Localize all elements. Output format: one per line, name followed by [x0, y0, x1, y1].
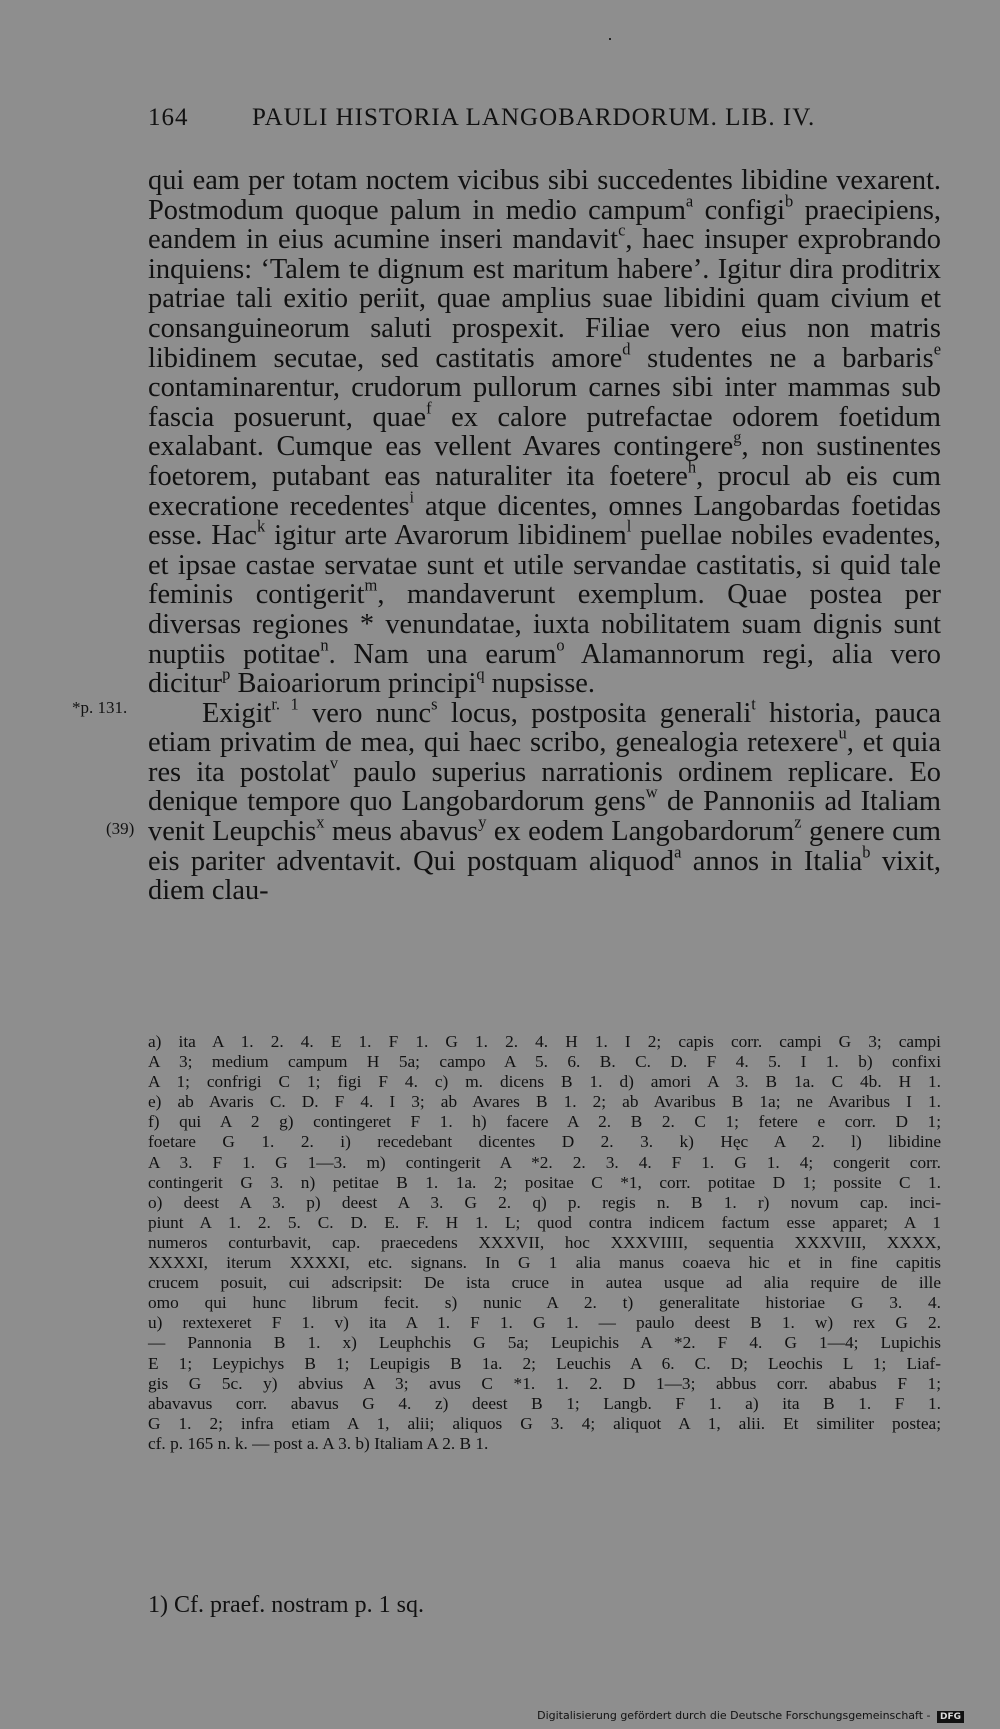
footnote-marker: c: [618, 220, 626, 240]
text-run: Alamannorum regi, alia vero dicitur: [148, 638, 941, 700]
footnote-marker: g: [733, 428, 742, 447]
dfg-logo: DFG: [937, 1711, 964, 1723]
text-run: , procul ab eis cum execratione recedentes: [148, 460, 941, 522]
footnote-marker: e: [933, 339, 941, 359]
main-text: [148, 166, 941, 906]
text-run: . Nam una earum: [328, 638, 557, 670]
footnote-marker: n: [320, 635, 329, 655]
text-run: , et quia res ita postolat: [148, 727, 941, 788]
text-run: configi: [693, 194, 786, 226]
text-run: atque dicentes, omnes Langobardas foetidas esse. Hac: [148, 490, 941, 552]
footnote-marker: u: [838, 723, 847, 743]
apparatus-line: o) deest A 3. p) deest A 3. G 2. q) p. regis n. B 1. r) novum cap. inci-: [148, 1192, 941, 1212]
footnote-marker: x: [316, 812, 325, 832]
footnote-marker: i: [409, 487, 415, 507]
text-run: vixit, diem clau-: [148, 845, 941, 907]
text-run: igitur arte Avarorum libidinem: [265, 520, 627, 552]
critical-apparatus: [148, 1032, 941, 1454]
text-run: ex calore putrefactae odorem foetidum exalabant. Cumque eas vellent Avares contingere: [148, 401, 941, 463]
text-run: de Pannoniis ad Italiam venit Leupchis: [148, 786, 941, 848]
apparatus-line: a) ita A 1. 2. 4. E 1. F 1. G 1. 2. 4. H 1. I 2; capis corr. campi G 3; campi: [148, 1032, 941, 1051]
footnote-marker: p: [222, 664, 231, 684]
footnote-marker: a: [685, 191, 694, 211]
text-run: puellae nobiles evadentes, et ipsae castae servatae sunt et utile servandae castitatis, si quid tale feminis contigerit: [148, 520, 941, 611]
text-run: , mandaverunt exemplum. Quae postea per diversas regiones * venundatae, iuxta nobilitatem suam dignis sunt nuptiis potitae: [148, 579, 941, 670]
running-title: PAULI HISTORIA LANGOBARDORUM. LIB. IV.: [252, 104, 816, 131]
footnote-marker: k: [257, 516, 266, 536]
footnote-marker: q: [476, 664, 485, 684]
apparatus-line: XXXXI, iterum XXXXI, etc. signans. In G 1 alia manus coaeva hic et in fine capitis: [148, 1253, 941, 1273]
margin-chapter-number: (39): [106, 819, 135, 838]
footnote-marker: y: [478, 812, 487, 832]
apparatus-line: crucem posuit, cui adscripsit: De ista cruce in autea usque ad alia require de ille: [148, 1273, 941, 1293]
apparatus-line: f) qui A 2 g) contingeret F 1. h) facere A 2. B 2. C 1; fetere e corr. D 1;: [148, 1112, 941, 1132]
text-run: historia, pauca etiam privatim de mea, qui haec scribo, genealogia retexere: [148, 697, 941, 759]
footnote-marker: a: [674, 842, 682, 862]
apparatus-line: A 1; confrigi C 1; figi F 4. c) m. dicens B 1. d) amori A 3. B 1a. C 4b. H 1.: [148, 1072, 941, 1092]
apparatus-line: e) ab Avaris C. D. F 4. I 3; ab Avares B 1. 2; ab Avaribus B 1a; ne Avaribus I 1.: [148, 1092, 941, 1112]
scan-speck: [609, 38, 611, 40]
apparatus-line: cf. p. 165 n. k. — post a. A 3. b) Italiam A 2. B 1.: [148, 1433, 489, 1453]
text-run: annos in Italia: [681, 845, 863, 877]
credit-text: Digitalisierung gefördert durch die Deutsche Forschungsgemeinschaft -: [537, 1709, 931, 1722]
apparatus-line: numeros conturbavit, cap. praecedens XXXVII, hoc XXXVIIII, sequentia XXXVIII, XXXX,: [148, 1232, 941, 1252]
footnote-marker: l: [626, 516, 632, 536]
text-run: , non sustinentes foetorem, putabant eas naturaliter ita foetere: [148, 431, 941, 492]
text-run: qui eam per totam noctem vicibus sibi succedentes libidine vexarent. Postmodum quoque palum in medio campum: [148, 165, 941, 226]
apparatus-line: G 1. 2; infra etiam A 1, alii; aliquos G 3. 4; aliquot A 1, alii. Et similiter postea;: [148, 1413, 941, 1433]
footnote-marker: b: [862, 842, 871, 862]
text-run: studentes ne a barbaris: [630, 342, 934, 374]
text-run: locus, postposita generali: [437, 697, 752, 729]
text-run: paulo superius narrationis ordinem replicare. Eo denique tempore quo Langobardorum gens: [148, 756, 942, 818]
digitization-credit: [537, 1709, 964, 1723]
apparatus-line: — Pannonia B 1. x) Leuphchis G 5a; Leupichis A *2. F 4. G 1—4; Lupichis: [148, 1333, 941, 1353]
text-run: Baioariorum principi: [230, 668, 477, 700]
text-run: genere cum eis pariter adventavit. Qui postquam aliquod: [148, 816, 941, 877]
apparatus-line: piunt A 1. 2. 5. C. D. E. F. H 1. L; quod contra indicem factum esse apparet; A 1: [148, 1212, 941, 1232]
paragraph-2: [148, 694, 942, 907]
apparatus-line: omo qui hunc librum fecit. s) nunic A 2. t) generalitate historiae G 3. 4.: [148, 1293, 941, 1313]
text-run: nupsisse.: [484, 668, 596, 700]
footnote-marker: f: [426, 398, 432, 418]
text-run: Exigit: [201, 697, 272, 729]
apparatus-line: A 3; medium campum H 5a; campo A 5. 6. B. C. D. F 4. 5. I 1. b) confixi: [148, 1052, 941, 1072]
footnote: 1) Cf. praef. nostram p. 1 sq.: [148, 1592, 424, 1618]
text-run: ex eodem Langobardorum: [486, 816, 795, 848]
apparatus-line: A 3. F 1. G 1—3. m) contingerit A *2. 2. 3. 4. F 1. G 1. 4; congerit corr.: [148, 1152, 941, 1172]
text-run: vero nunc: [298, 697, 432, 729]
margin-page-reference: *p. 131.: [72, 698, 128, 717]
apparatus-line: abavavus corr. abavus G 4. z) deest B 1; Langb. F 1. a) ita B 1. F 1.: [148, 1393, 941, 1413]
apparatus-line: foetare G 1. 2. i) recedebant dicentes D 2. 3. k) Hęc A 2. l) libidine: [148, 1132, 941, 1152]
footnote-marker: r. 1: [271, 694, 299, 714]
apparatus-line: u) rextexeret F 1. v) ita A 1. F 1. G 1. — paulo deest B 1. w) rex G 2.: [148, 1313, 941, 1333]
paragraph-1: [148, 166, 941, 699]
apparatus-line: E 1; Leypichys B 1; Leupigis B 1a. 2; Leuchis A 6. C. D; Leochis L 1; Liaf-: [148, 1353, 941, 1373]
footnote-marker: s: [431, 694, 438, 714]
footnote-marker: h: [687, 457, 697, 477]
apparatus-line: contingerit G 3. n) petitae B 1. 1a. 2; positae C *1, corr. potitae D 1; possite C 1.: [148, 1172, 941, 1192]
footnote-marker: t: [751, 694, 756, 714]
footnote-marker: o: [556, 635, 565, 655]
text-run: praecipiens, eandem in eius acumine inseri mandavit: [148, 194, 941, 256]
footnote-marker: z: [794, 812, 802, 832]
page-number: 164: [148, 104, 189, 131]
footnote-marker: w: [645, 783, 658, 803]
text-run: contaminarentur, crudorum pullorum carnes sibi inter mammas sub fascia posuerunt, quae: [148, 372, 941, 433]
footnote-marker: m: [364, 575, 378, 595]
footnote-marker: b: [785, 191, 794, 211]
footnote-marker: v: [329, 753, 339, 773]
text-run: , haec insuper exprobrando inquiens: ‘Talem te dignum est maritum habere’. Igitur dira proditrix patriae tali exitio periit, quae amplius suae libidini quam civium et consanguineorum saluti prospexit. Filiae vero eius non matris libidinem secutae, sed castitatis amore: [148, 224, 941, 374]
text-run: meus abavus: [324, 816, 479, 848]
apparatus-line: gis G 5c. y) abvius A 3; avus C *1. 1. 2. D 1—3; abbus corr. ababus F 1;: [148, 1373, 941, 1393]
footnote-marker: d: [622, 339, 631, 359]
